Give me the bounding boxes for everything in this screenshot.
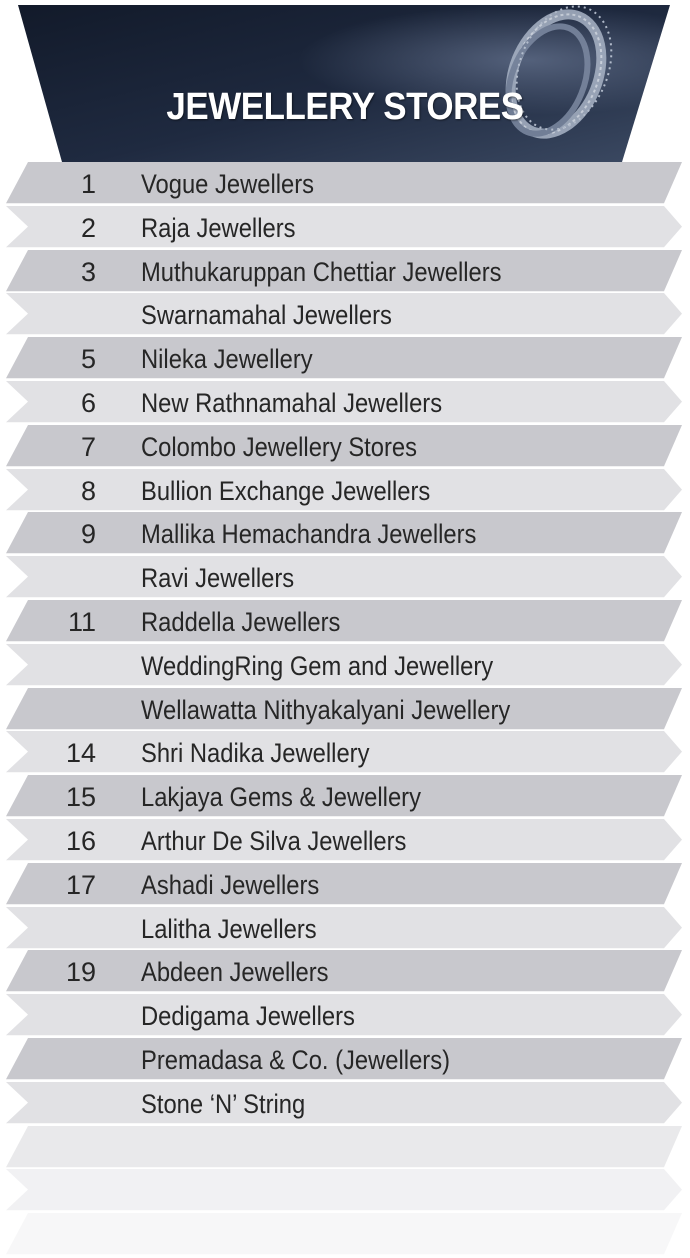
list-item xyxy=(0,1126,690,1170)
store-name: Muthukaruppan Chettiar Jewellers xyxy=(141,256,502,287)
rank-number: 7 xyxy=(80,431,96,462)
rank-number: 14 xyxy=(65,738,96,769)
store-name: Swarnamahal Jewellers xyxy=(141,300,392,331)
list-item xyxy=(0,994,690,1038)
list-item xyxy=(0,950,690,994)
store-name: Bullion Exchange Jewellers xyxy=(141,475,431,506)
store-name: Stone ‘N’ String xyxy=(141,1088,306,1119)
rank-number: 11 xyxy=(67,606,96,637)
store-name: Ravi Jewellers xyxy=(141,563,295,594)
list-item xyxy=(0,731,690,775)
row-band xyxy=(0,162,690,206)
row-band xyxy=(0,206,690,250)
store-name: Mallika Hemachandra Jewellers xyxy=(141,519,477,550)
row-band xyxy=(0,556,690,600)
store-name: Nileka Jewellery xyxy=(141,344,313,375)
rank-number: 17 xyxy=(65,869,96,900)
store-name: Arthur De Silva Jewellers xyxy=(141,825,407,856)
list-item xyxy=(0,863,690,907)
store-name: Dedigama Jewellers xyxy=(141,1001,355,1032)
rank-number: 5 xyxy=(80,344,96,375)
rank-number: 3 xyxy=(80,256,96,287)
rank-number: 19 xyxy=(65,957,96,988)
list-item xyxy=(0,337,690,381)
page-title: JEWELLERY STORES xyxy=(166,86,524,128)
rank-number: 8 xyxy=(80,475,96,506)
store-name: Shri Nadika Jewellery xyxy=(141,738,370,769)
list-item xyxy=(0,688,690,732)
row-band xyxy=(0,1082,690,1126)
store-name: WeddingRing Gem and Jewellery xyxy=(141,650,494,681)
rank-number: 15 xyxy=(65,782,96,813)
list-item xyxy=(0,1038,690,1082)
store-name: Abdeen Jewellers xyxy=(141,957,329,988)
list-item xyxy=(0,206,690,250)
list-item xyxy=(0,1082,690,1126)
rank-number: 2 xyxy=(80,212,96,243)
list-item xyxy=(0,293,690,337)
row-band xyxy=(0,950,690,994)
list-item xyxy=(0,512,690,556)
rank-number: 1 xyxy=(80,169,96,199)
list-item xyxy=(0,162,690,206)
row-band xyxy=(0,1126,690,1170)
list-item xyxy=(0,556,690,600)
list-item xyxy=(0,1169,690,1213)
header-banner xyxy=(0,0,690,162)
list-item xyxy=(0,1213,690,1257)
row-band xyxy=(0,1169,690,1213)
list-item xyxy=(0,250,690,294)
rank-number: 9 xyxy=(80,519,96,550)
store-name: Lalitha Jewellers xyxy=(141,913,317,944)
row-band xyxy=(0,863,690,907)
list-item xyxy=(0,381,690,425)
list-item xyxy=(0,469,690,513)
list-item xyxy=(0,644,690,688)
rank-number: 16 xyxy=(65,825,96,856)
list-item xyxy=(0,600,690,644)
rank-number: 6 xyxy=(80,387,96,418)
store-name: Premadasa & Co. (Jewellers) xyxy=(141,1044,450,1075)
row-band xyxy=(0,600,690,644)
row-band xyxy=(0,337,690,381)
list-item xyxy=(0,775,690,819)
list-item xyxy=(0,425,690,469)
store-name: Vogue Jewellers xyxy=(141,169,315,199)
store-name: New Rathnamahal Jewellers xyxy=(141,387,443,418)
store-name: Raja Jewellers xyxy=(141,212,296,243)
ring-icon xyxy=(0,0,690,162)
row-band xyxy=(0,1213,690,1257)
store-list xyxy=(0,162,690,1257)
list-item xyxy=(0,819,690,863)
list-item xyxy=(0,907,690,951)
store-name: Raddella Jewellers xyxy=(141,606,341,637)
store-name: Wellawatta Nithyakalyani Jewellery xyxy=(141,694,511,725)
store-name: Colombo Jewellery Stores xyxy=(141,431,417,462)
row-band xyxy=(0,907,690,951)
store-name: Ashadi Jewellers xyxy=(141,869,320,900)
store-name: Lakjaya Gems & Jewellery xyxy=(141,782,421,813)
